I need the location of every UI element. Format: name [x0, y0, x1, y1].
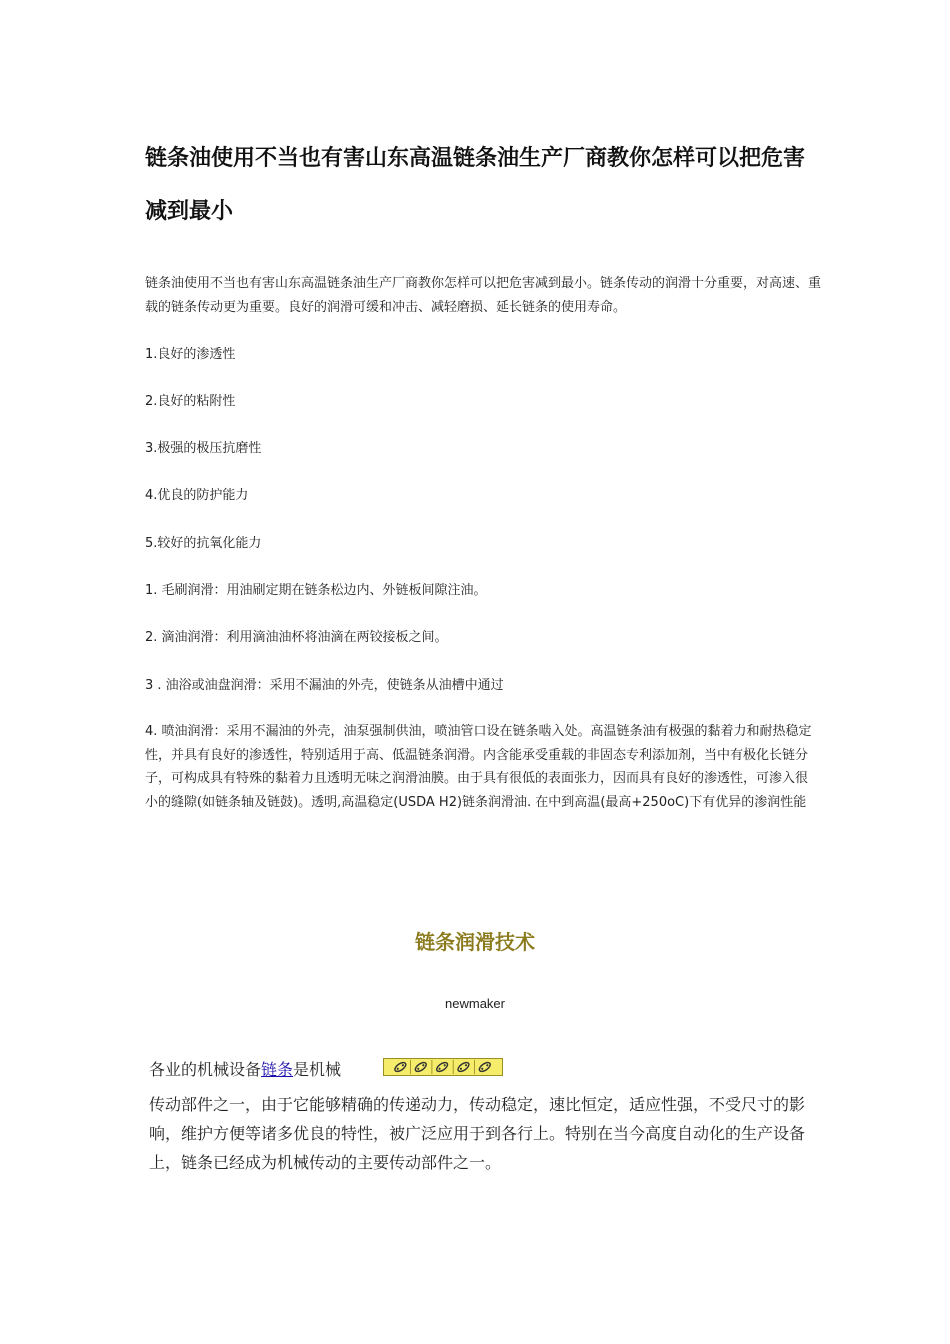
method-item [145, 626, 825, 650]
property-text: 较好的抗氧化能力 [157, 536, 262, 551]
temperature-spec: (最高+250oC) [600, 794, 690, 810]
method-text: 链条润滑油. 在中到高温 [462, 794, 601, 810]
property-text: 极强的极压抗磨性 [157, 441, 262, 456]
property-item [145, 390, 825, 414]
chain-link[interactable]: 链条 [261, 1060, 294, 1079]
method-item [145, 674, 825, 698]
method-number: 4. [145, 724, 158, 739]
property-item [145, 343, 825, 367]
line-text: 各业的机械设备 [149, 1060, 262, 1079]
property-number: 5. [145, 536, 158, 551]
usda-spec: (USDA H2) [393, 794, 463, 810]
property-number: 1. [145, 347, 158, 362]
method-text: 毛刷润滑：用油刷定期在链条松边内、外链板间隙注油。 [157, 583, 487, 598]
property-text: 良好的渗透性 [157, 347, 236, 362]
method-text: 喷油润滑：采用不漏油的外壳，油泵强制供油，喷油管口设在链条啮入处。高温链条油有极强的黏着力和耐热稳定性，并具有良好的渗透性，特别适用于高、低温链条润滑。内含能承受重载的非固态专利添加剂，当中有极化长链分子，可构成具有特殊的黏着力且透明无味之润滑油膜。由于具有很低的表面张力，因而具有良好的渗透性，可渗入很小的缝隙(如链条轴及链鼓)。透明,高温稳定 [145, 724, 812, 810]
line-text: 是机械 [293, 1060, 342, 1079]
method-number: 1. [145, 583, 158, 598]
property-number: 2. [145, 394, 158, 409]
property-text: 优良的防护能力 [157, 488, 249, 503]
section-first-line [149, 1058, 341, 1082]
section-body: 传动部件之一，由于它能够精确的传递动力，传动稳定，速比恒定，适应性强，不受尺寸的影响，维护方便等诸多优良的特性，被广泛应用于到各行上。特别在当今高度自动化的生产设备上，链条已经成为机械传动的主要传动部件之一。 [149, 1095, 806, 1172]
property-item [145, 532, 825, 556]
property-text: 良好的粘附性 [157, 394, 236, 409]
method-text: 滴油润滑：利用滴油油杯将油滴在两铰接板之间。 [157, 630, 448, 645]
article-title: 链条油使用不当也有害山东高温链条油生产厂商教你怎样可以把危害减到最小 [145, 146, 806, 224]
method-number: 3 . [145, 678, 162, 693]
property-number: 4. [145, 488, 158, 503]
author-label: newmaker [445, 996, 505, 1011]
method-item [145, 579, 825, 603]
section-heading: 链条润滑技术 [415, 930, 535, 954]
intro-paragraph: 链条油使用不当也有害山东高温链条油生产厂商教你怎样可以把危害减到最小。链条传动的润滑十分重要，对高速、重载的链条传动更为重要。良好的润滑可缓和冲击、减轻磨损、延长链条的使用寿命。 [145, 276, 822, 315]
method-text: 下有优异的渗润性能 [689, 794, 807, 810]
spray-lubrication-paragraph [145, 720, 813, 814]
method-text: 油浴或油盘润滑：采用不漏油的外壳，使链条从油槽中通过 [161, 678, 504, 693]
property-item [145, 437, 825, 461]
method-number: 2. [145, 630, 158, 645]
property-item [145, 484, 825, 508]
chain-links-icon [383, 1058, 503, 1076]
property-number: 3. [145, 441, 158, 456]
